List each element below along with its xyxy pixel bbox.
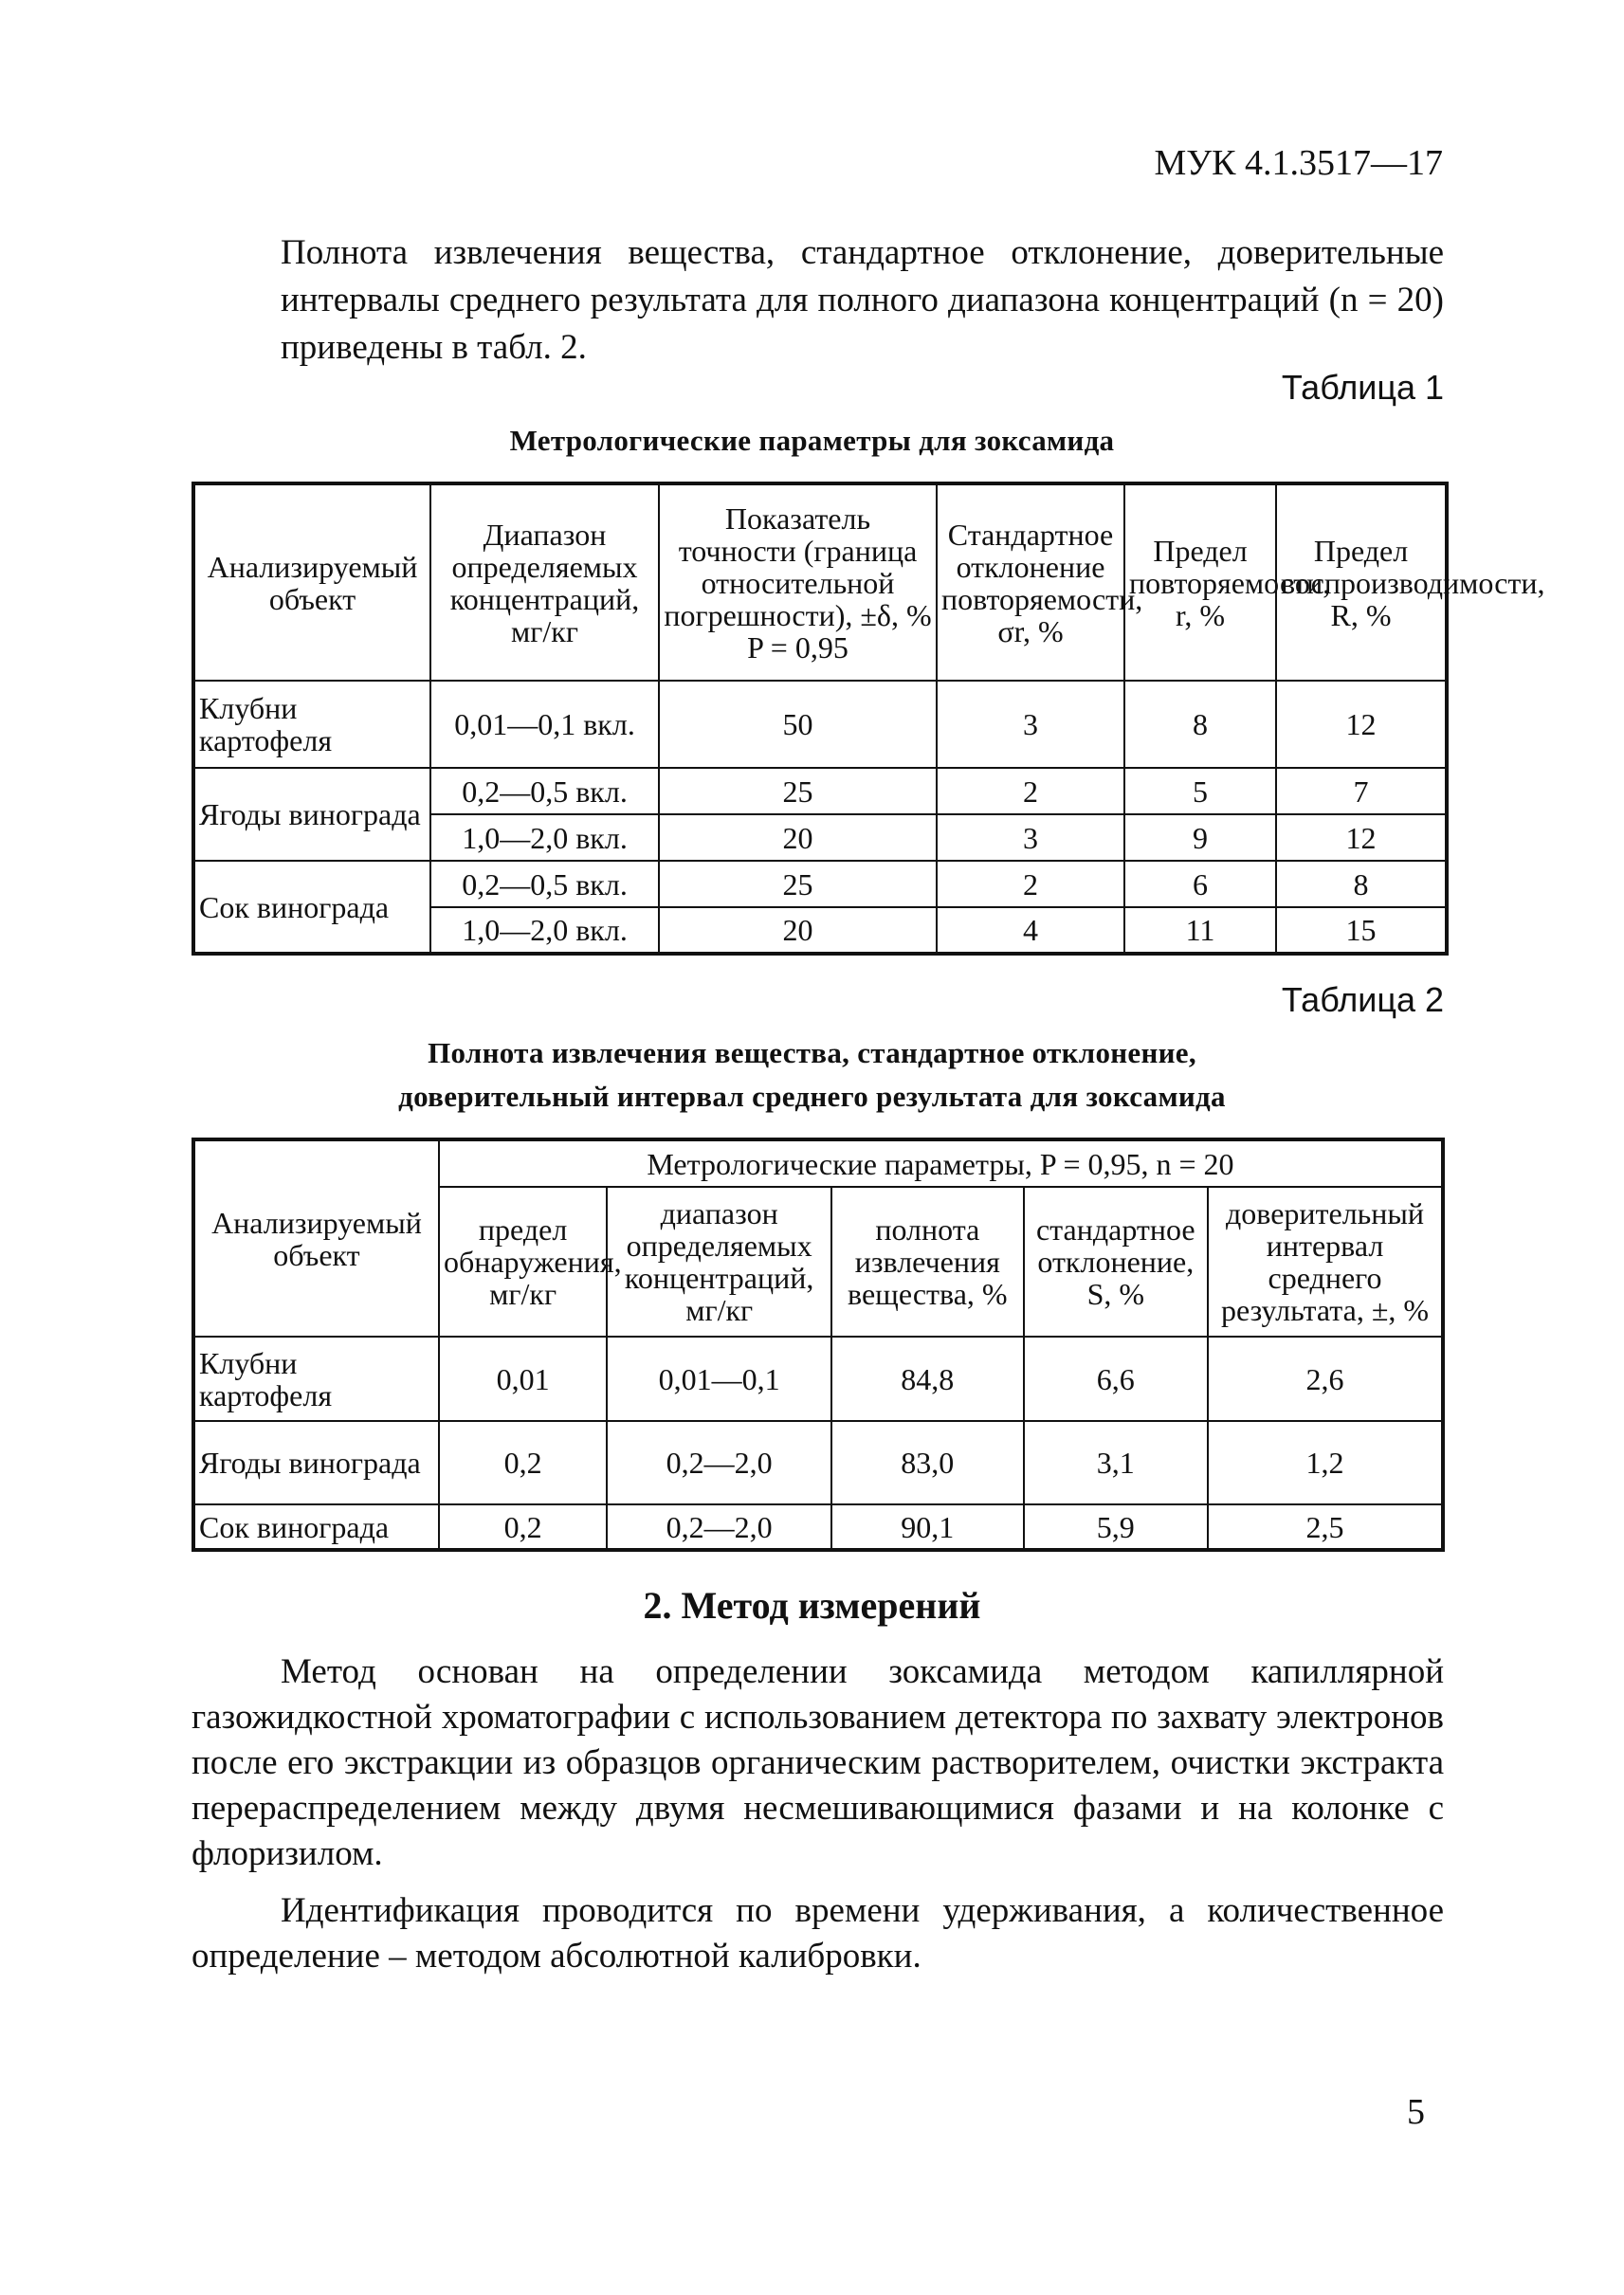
section-paragraph-2: Идентификация проводится по времени удерживания, а количественное определение – методом абсолютной калибровки. bbox=[192, 1891, 1444, 1976]
intro-paragraph bbox=[281, 229, 1444, 372]
table1-cell-object: Ягоды винограда bbox=[193, 768, 430, 861]
table1-cell-std: 4 bbox=[937, 907, 1124, 954]
table1-cell-range: 0,01—0,1 вкл. bbox=[430, 681, 659, 768]
table2-cell-object: Сок винограда bbox=[193, 1504, 439, 1550]
table2-header-std: стандартное отклонение, S, % bbox=[1024, 1187, 1208, 1337]
table1-header-range: Диапазон определяемых концентраций, мг/кг bbox=[430, 483, 659, 681]
table1-header-std: Стандартное отклонение повторяемости, σr, % bbox=[937, 483, 1124, 681]
table2-cell-lod: 0,01 bbox=[439, 1337, 607, 1421]
table1-header-object: Анализируемый объект bbox=[193, 483, 430, 681]
table1-cell-reprod: 8 bbox=[1276, 861, 1447, 907]
table1-cell-std: 3 bbox=[937, 681, 1124, 768]
table1-header-repeat: Предел повторяемости, r, % bbox=[1124, 483, 1276, 681]
table1-cell-object: Сок винограда bbox=[193, 861, 430, 954]
table2-header-ci: доверительный интервал среднего результата, ±, % bbox=[1208, 1187, 1443, 1337]
table1-header-accuracy: Показатель точности (граница относительной погрешности), ±δ, % P = 0,95 bbox=[659, 483, 937, 681]
table2-title-line1: Полнота извлечения вещества, стандартное отклонение, bbox=[428, 1036, 1196, 1069]
table1-header-reprod: Предел воспроизводимости, R, % bbox=[1276, 483, 1447, 681]
table1-cell-std: 3 bbox=[937, 814, 1124, 861]
table1-cell-accuracy: 25 bbox=[659, 768, 937, 814]
table2-cell-object: Ягоды винограда bbox=[193, 1421, 439, 1504]
section-paragraph-1: Метод основан на определении зоксамида методом капиллярной газожидкостной хроматографии с использованием детектора по захвату электронов после его экстракции из образцов органическим растворителем, очистки экстракта перераспределением между двумя несмешивающимися фазами и на колонке с флоризилом. bbox=[192, 1652, 1444, 1873]
table2-label: Таблица 2 bbox=[1281, 980, 1444, 1019]
table2-header-lod: предел обнаружения, мг/кг bbox=[439, 1187, 607, 1337]
page-number: 5 bbox=[1407, 2092, 1425, 2132]
table1-cell-std: 2 bbox=[937, 861, 1124, 907]
table2-cell-recovery: 84,8 bbox=[831, 1337, 1024, 1421]
table1-cell-std: 2 bbox=[937, 768, 1124, 814]
table1-header-row bbox=[193, 483, 1447, 681]
table1-cell-accuracy: 20 bbox=[659, 907, 937, 954]
table2-header-group: Метрологические параметры, P = 0,95, n = 20 bbox=[439, 1139, 1443, 1187]
table2-header-row bbox=[193, 1139, 1443, 1187]
table-row bbox=[193, 1421, 1443, 1504]
table2-cell-recovery: 90,1 bbox=[831, 1504, 1024, 1550]
table2-cell-std: 6,6 bbox=[1024, 1337, 1208, 1421]
table1-cell-repeat: 9 bbox=[1124, 814, 1276, 861]
table1-cell-accuracy: 50 bbox=[659, 681, 937, 768]
table1-cell-repeat: 6 bbox=[1124, 861, 1276, 907]
table2-cell-recovery: 83,0 bbox=[831, 1421, 1024, 1504]
table2-cell-ci: 2,5 bbox=[1208, 1504, 1443, 1550]
table1-cell-range: 1,0—2,0 вкл. bbox=[430, 814, 659, 861]
table2-cell-object: Клубни картофеля bbox=[193, 1337, 439, 1421]
table2-title bbox=[190, 1031, 1434, 1119]
table1-cell-reprod: 12 bbox=[1276, 681, 1447, 768]
table-row bbox=[193, 768, 1447, 814]
table1-cell-object: Клубни картофеля bbox=[193, 681, 430, 768]
table2-header-recovery: полнота извлечения вещества, % bbox=[831, 1187, 1024, 1337]
table-row bbox=[193, 1337, 1443, 1421]
table2-cell-std: 5,9 bbox=[1024, 1504, 1208, 1550]
table1-label: Таблица 1 bbox=[1281, 368, 1444, 407]
table1-cell-repeat: 5 bbox=[1124, 768, 1276, 814]
table2-cell-lod: 0,2 bbox=[439, 1504, 607, 1550]
table2-cell-range: 0,01—0,1 bbox=[607, 1337, 831, 1421]
table1-cell-reprod: 12 bbox=[1276, 814, 1447, 861]
table2-header-object: Анализируемый объект bbox=[193, 1139, 439, 1337]
table1-cell-accuracy: 25 bbox=[659, 861, 937, 907]
table1-cell-repeat: 8 bbox=[1124, 681, 1276, 768]
table2-cell-ci: 2,6 bbox=[1208, 1337, 1443, 1421]
section-body bbox=[192, 1649, 1444, 1991]
table2-title-line2: доверительный интервал среднего результата для зоксамида bbox=[398, 1080, 1226, 1113]
table2-cell-range: 0,2—2,0 bbox=[607, 1421, 831, 1504]
table1-cell-reprod: 15 bbox=[1276, 907, 1447, 954]
table2-cell-range: 0,2—2,0 bbox=[607, 1504, 831, 1550]
table-row bbox=[193, 861, 1447, 907]
table1-cell-reprod: 7 bbox=[1276, 768, 1447, 814]
table2 bbox=[192, 1138, 1445, 1552]
table1-cell-range: 0,2—0,5 вкл. bbox=[430, 768, 659, 814]
document-id: МУК 4.1.3517—17 bbox=[1154, 143, 1443, 183]
table-row bbox=[193, 681, 1447, 768]
table1-cell-accuracy: 20 bbox=[659, 814, 937, 861]
table2-header-range: диапазон определяемых концентраций, мг/кг bbox=[607, 1187, 831, 1337]
table2-cell-lod: 0,2 bbox=[439, 1421, 607, 1504]
table1-cell-range: 0,2—0,5 вкл. bbox=[430, 861, 659, 907]
table1-cell-range: 1,0—2,0 вкл. bbox=[430, 907, 659, 954]
table2-cell-ci: 1,2 bbox=[1208, 1421, 1443, 1504]
intro-text: Полнота извлечения вещества, стандартное отклонение, доверительные интервалы среднего результата для полного диапазона концентраций (n = 20) приведены в табл. 2. bbox=[281, 233, 1444, 367]
table1-title: Метрологические параметры для зоксамида bbox=[509, 424, 1115, 457]
section-title: 2. Метод измерений bbox=[643, 1584, 981, 1627]
table-row bbox=[193, 1504, 1443, 1550]
table1-cell-repeat: 11 bbox=[1124, 907, 1276, 954]
table1 bbox=[192, 482, 1545, 956]
table2-cell-std: 3,1 bbox=[1024, 1421, 1208, 1504]
